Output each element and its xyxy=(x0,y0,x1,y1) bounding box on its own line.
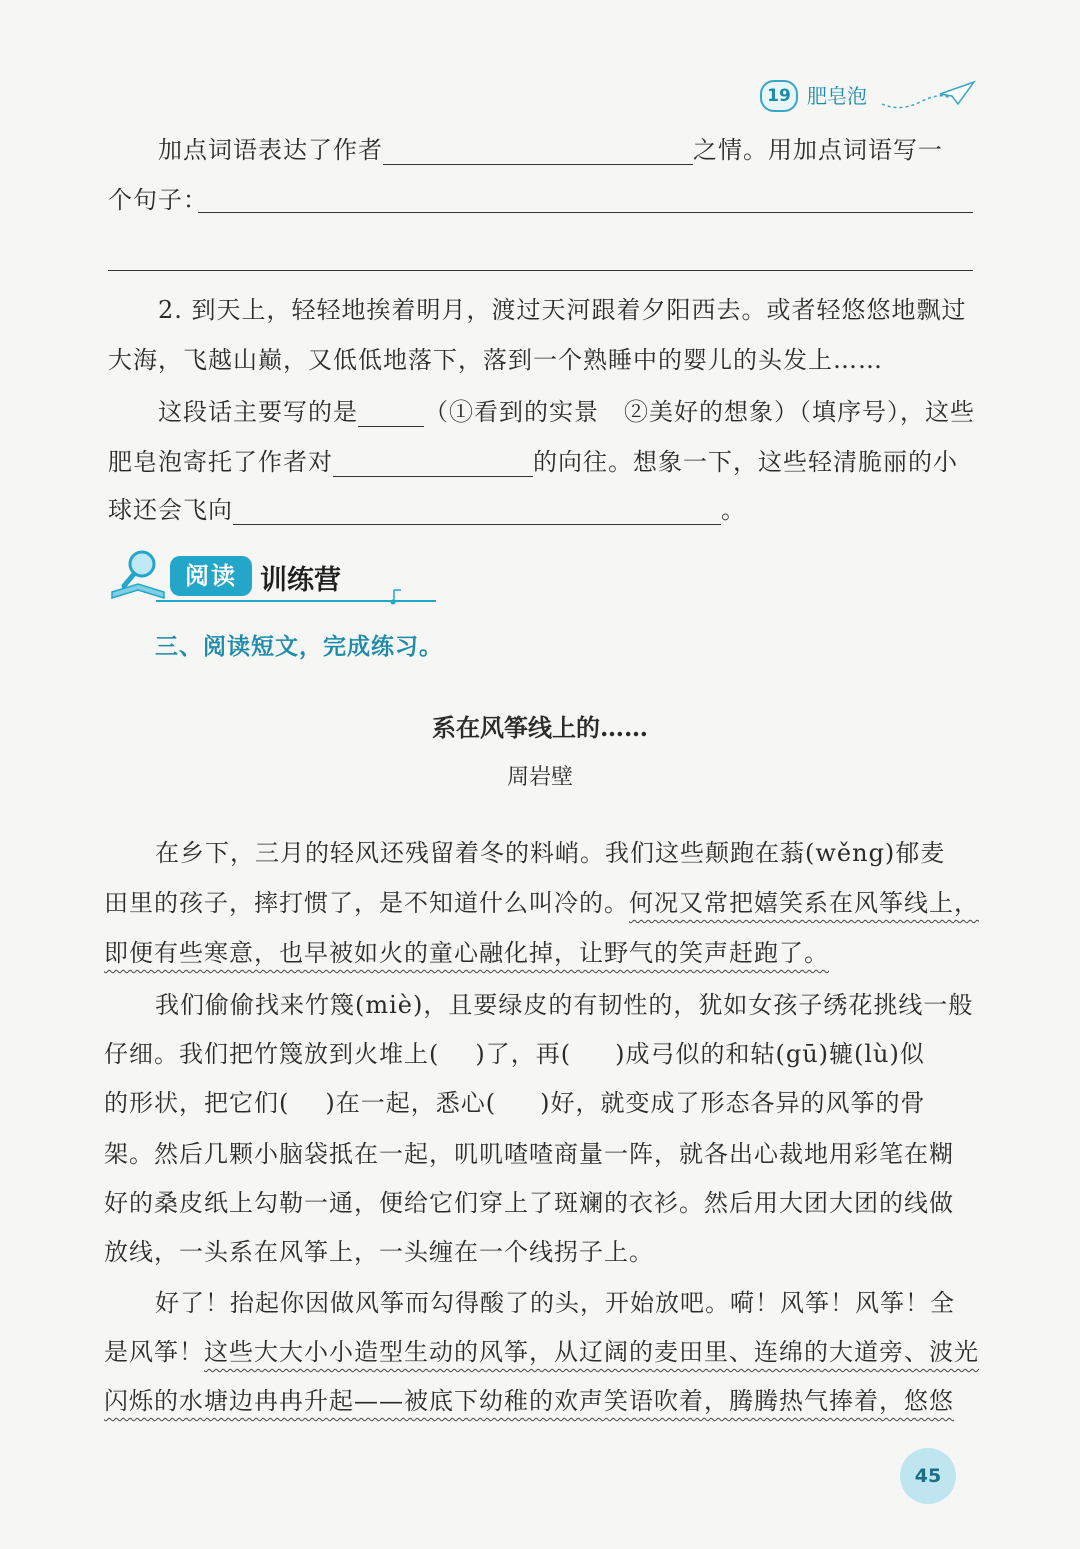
chapter-number-badge: 19 xyxy=(760,80,798,112)
q2-line5: 球还会飞向 。 xyxy=(108,496,746,524)
story-title: 系在风筝线上的…… xyxy=(432,713,648,742)
q1-answer-line-1[interactable] xyxy=(198,212,973,213)
magnifier-book-icon xyxy=(108,548,174,604)
p2-line6: 放线，一头系在风筝上，一头缠在一个线拐子上。 xyxy=(104,1238,654,1266)
story-author: 周岩壁 xyxy=(506,765,573,790)
chapter-title: 肥皂泡 xyxy=(807,84,867,108)
q1-blank-emotion[interactable] xyxy=(383,138,693,165)
wavy-sentence-1a: 何况又常把嬉笑系在风筝线上， xyxy=(629,889,979,917)
q1-answer-line-2[interactable] xyxy=(108,270,973,271)
p2-line5: 好的桑皮纸上勾勒一通，便给它们穿上了斑斓的衣衫。然后用大团大团的线做 xyxy=(104,1189,954,1217)
wavy-sentence-2a: 这些大大小小造型生动的风筝，从辽阔的麦田里、连绵的大道旁、波光 xyxy=(204,1338,979,1366)
q2-blank-imagine[interactable] xyxy=(233,498,721,525)
p1-line3 xyxy=(104,933,829,968)
p2-line4: 架。然后几颗小脑袋抵在一起，叽叽喳喳商量一阵，就各出心裁地用彩笔在糊 xyxy=(104,1140,954,1168)
p2-line2: 仔细。我们把竹篾放到火堆上( )了，再( )成弓似的和轱(gū)辘(lù)似 xyxy=(104,1040,925,1068)
reading-camp-heading xyxy=(108,548,408,604)
wavy-sentence-2b: 闪烁的水塘边冉冉升起——被底下幼稚的欢声笑语吹着，腾腾热气捧着，悠悠 xyxy=(104,1387,954,1415)
p3-line1: 好了！抬起你因做风筝而勾得酸了的头，开始放吧。嗬！风筝！风筝！全 xyxy=(155,1289,955,1317)
p1-line1: 在乡下，三月的轻风还残留着冬的料峭。我们这些颠跑在蓊(wěng)郁麦 xyxy=(155,839,946,867)
section-title: 训练营 xyxy=(260,565,341,596)
q2-line1: 2. 到天上，轻轻地挨着明月，渡过天河跟着夕阳西去。或者轻悠悠地飘过 xyxy=(158,296,967,324)
reading-badge: 阅读 xyxy=(170,556,252,596)
section-instruction: 三、阅读短文，完成练习。 xyxy=(155,634,443,660)
q1-line1: 加点词语表达了作者 之情。用加点词语写一 xyxy=(158,136,943,164)
p2-line3: 的形状，把它们( )在一起，悉心( )好，就变成了形态各异的风筝的骨 xyxy=(104,1089,926,1117)
q2-blank-choice[interactable] xyxy=(358,400,424,427)
music-note-icon xyxy=(390,588,404,606)
page-number: 45 xyxy=(900,1448,956,1504)
p3-line2: 是风筝！这些大大小小造型生动的风筝，从辽阔的麦田里、连绵的大道旁、波光 xyxy=(104,1338,979,1366)
p1-line2: 田里的孩子，摔打惯了，是不知道什么叫冷的。何况又常把嬉笑系在风筝线上， xyxy=(104,889,979,917)
wavy-sentence-1b: 即便有些寒意，也早被如火的童心融化掉，让野气的笑声赶跑了。 xyxy=(104,939,829,967)
q2-line3: 这段话主要写的是 （①看到的实景 ②美好的想象）（填序号），这些 xyxy=(158,398,975,426)
q2-line4: 肥皂泡寄托了作者对 的向往。想象一下，这些轻清脆丽的小 xyxy=(108,448,958,476)
p3-line3 xyxy=(104,1381,954,1416)
q2-line2: 大海，飞越山巅，又低低地落下，落到一个熟睡中的婴儿的头发上…… xyxy=(108,346,883,374)
q2-blank-longing[interactable] xyxy=(333,450,533,477)
paper-plane-icon xyxy=(880,78,980,114)
p2-line1: 我们偷偷找来竹篾(miè)，且要绿皮的有韧性的，犹如女孩子绣花挑线一般 xyxy=(155,991,974,1019)
q1-line2: 个句子： xyxy=(108,186,208,214)
